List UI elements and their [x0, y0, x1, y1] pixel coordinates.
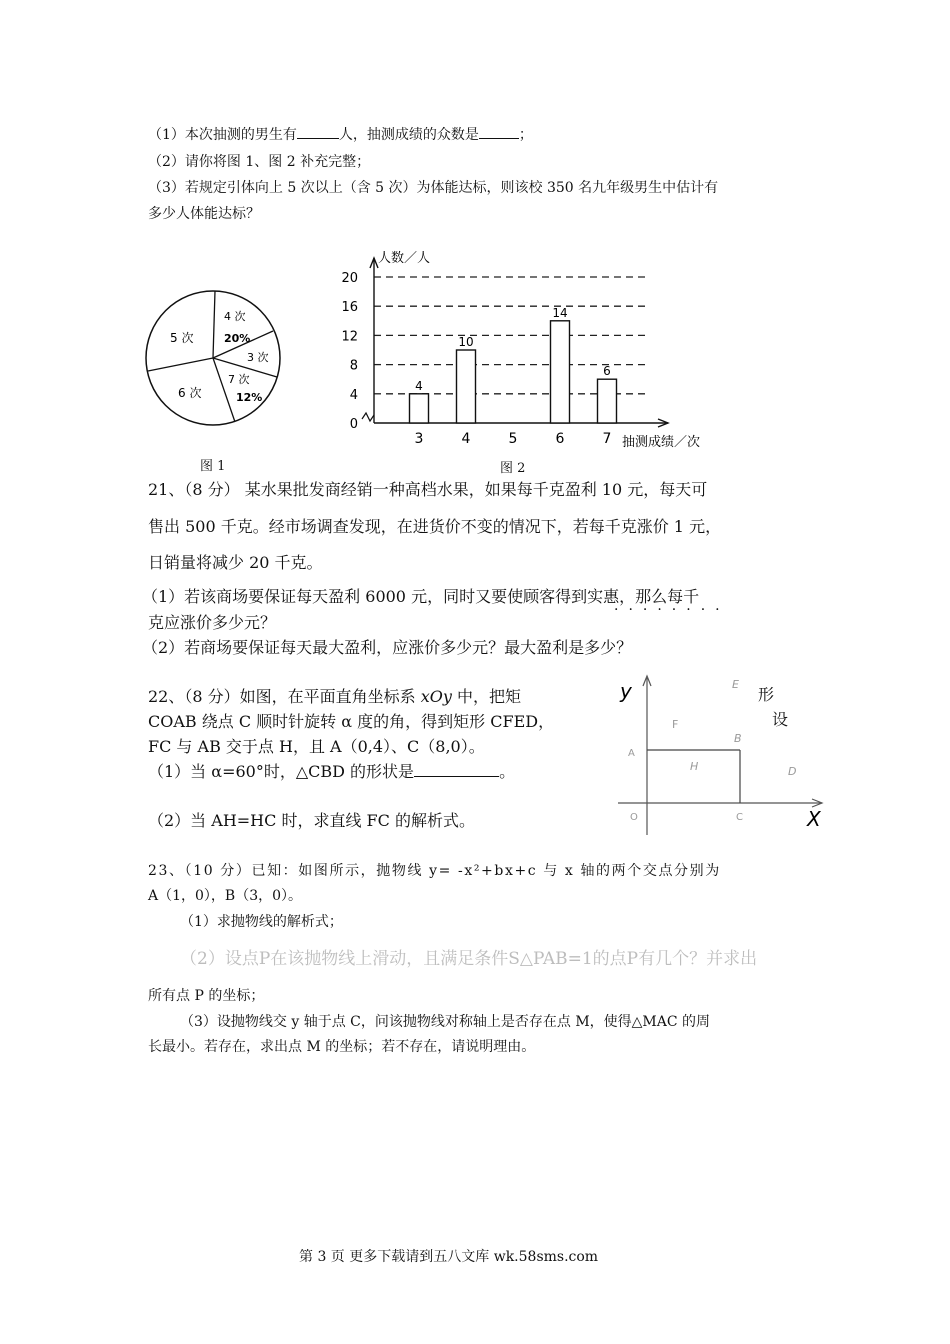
pie-label-7-pct: 12%	[236, 391, 263, 404]
answer-blank	[297, 124, 339, 139]
y-tick-label: 20	[341, 271, 358, 286]
q20-line2: （2）请你将图 1、图 2 补充完整；	[148, 154, 371, 170]
y-axis-label: y	[620, 679, 632, 703]
q23-line1: 23、（10 分）已知：如图所示，抛物线 y= -x²+bx+c 与 x 轴的两个交点分别为	[148, 863, 721, 879]
y-tick-label: 16	[341, 300, 358, 316]
bar-chart	[338, 246, 718, 454]
q23-line2: A（1，0），B（3，0）。	[148, 888, 303, 904]
answer-blank	[479, 124, 519, 139]
label-h: H	[690, 760, 699, 773]
q20-line4: 多少人体能达标？	[148, 206, 260, 222]
pie-label-7: 7 次	[228, 373, 250, 386]
q22-line4: （1）当 α=60°时，△CBD 的形状是 。	[148, 762, 516, 781]
pie-divider	[148, 358, 213, 371]
y-tick-label: 0	[349, 417, 358, 432]
q22-line5: （2）当 AH=HC 时，求直线 FC 的解析式。	[148, 811, 475, 830]
q22-line1: 22、（8 分）如图，在平面直角坐标系 xOy 中，把矩	[148, 687, 521, 706]
x-tick-label: 6	[555, 431, 565, 447]
q23-line3: （1）求抛物线的解析式；	[180, 914, 343, 930]
y-axis-title: 人数／人	[378, 251, 431, 266]
bar-value-label: 14	[552, 305, 568, 320]
q21-line1: 21、（8 分） 某水果批发商经销一种高档水果，如果每千克盈利 10 元，每天可	[148, 480, 708, 499]
pie-label-4-pct: 20%	[224, 332, 251, 345]
x-tick-label: 4	[461, 431, 471, 447]
text-fragment: 设	[772, 710, 789, 729]
pie-label-6: 6 次	[178, 386, 202, 400]
bar	[598, 379, 617, 423]
q21-line5: 克应涨价多少元？	[148, 613, 277, 632]
pie-caption: 图 1	[200, 459, 226, 474]
label-e: E	[732, 678, 739, 691]
q21-line6: （2）若商场要保证每天最大盈利，应涨价多少元？最大盈利是多少？	[142, 638, 633, 657]
q21-line4: （1）若该商场要保证每天盈利 6000 元，同时又要使顾客得到实惠，那么每千	[142, 587, 700, 606]
q20-line1: （1）本次抽测的男生有 人，抽测成绩的众数是 ；	[148, 124, 533, 144]
q22-figure	[600, 670, 840, 840]
q23-line5: 所有点 P 的坐标；	[148, 988, 265, 1004]
q22-line3: FC 与 AB 交于点 H，且 A（0,4）、C（8,0）。	[148, 737, 485, 756]
pie-divider	[213, 291, 215, 358]
bar	[410, 394, 429, 423]
bar-value-label: 10	[458, 335, 474, 349]
pie-label-5: 5 次	[170, 331, 194, 345]
label-c: C	[736, 812, 743, 823]
q23-line6: （3）设抛物线交 y 轴于点 C，问该抛物线对称轴上是否存在点 M，使得△MAC 的周	[180, 1014, 711, 1030]
x-tick-label: 3	[414, 431, 424, 447]
bar	[457, 350, 476, 423]
pie-chart	[140, 285, 290, 435]
bar-caption: 图 2	[500, 461, 526, 476]
bar-value-label: 6	[603, 364, 611, 379]
label-o: O	[630, 812, 638, 823]
label-f: F	[672, 718, 679, 731]
label-a: A	[628, 748, 635, 759]
x-tick-label: 5	[508, 431, 518, 447]
pie-label-4: 4 次	[224, 310, 246, 323]
x-axis-title: 抽测成绩／次	[622, 435, 701, 450]
q21-line3: 日销量将减少 20 千克。	[148, 553, 323, 572]
q23-line7: 长最小。若存在，求出点 M 的坐标；若不存在，请说明理由。	[148, 1039, 536, 1055]
emphasis-dots: ········	[614, 602, 730, 618]
q20-line3: （3）若规定引体向上 5 次以上（含 5 次）为体能达标，则该校 350 名九年级男生中估计有	[148, 180, 719, 196]
pie-divider	[213, 358, 235, 422]
y-tick-label: 4	[349, 387, 358, 403]
pie-label-3: 3 次	[247, 351, 269, 364]
q22-line2: COAB 绕点 C 顺时针旋转 α 度的角，得到矩形 CFED，	[148, 712, 555, 731]
x-tick-label: 7	[602, 431, 612, 447]
x-axis-label: X	[807, 807, 821, 831]
bar-value-label: 4	[415, 378, 423, 393]
bar	[551, 321, 570, 423]
q21-line2: 售出 500 千克。经市场调查发现，在进货价不变的情况下，若每千克涨价 1 元，	[148, 517, 722, 536]
page-footer: 第 3 页 更多下载请到五八文库 wk.58sms.com	[299, 1249, 599, 1265]
axis-break	[362, 413, 374, 421]
q23-line4-faded: （2）设点P在该抛物线上滑动，且满足条件S△PAB=1的点P有几个？并求出	[180, 949, 758, 969]
y-tick-label: 8	[349, 358, 358, 374]
answer-blank	[414, 762, 499, 777]
label-d: D	[788, 765, 797, 778]
label-b: B	[734, 732, 742, 745]
y-tick-label: 12	[341, 329, 358, 345]
text-fragment: 形	[758, 685, 775, 704]
